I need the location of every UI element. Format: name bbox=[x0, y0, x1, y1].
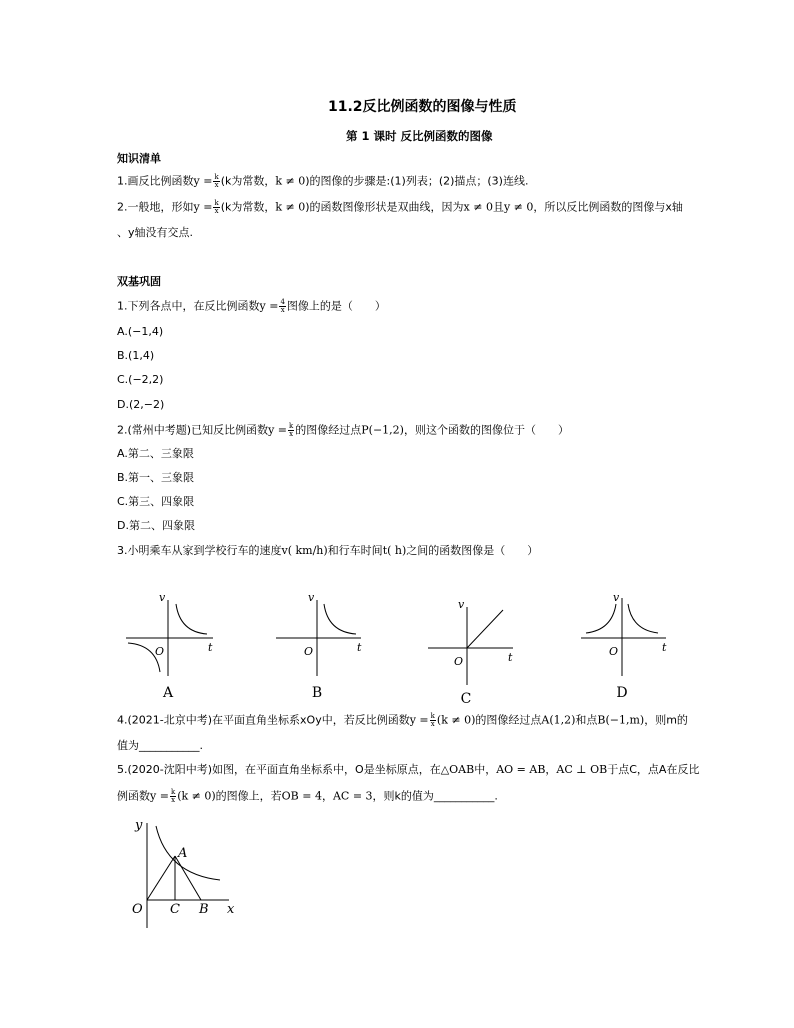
q1-option-b: B.(1,4) bbox=[117, 349, 155, 362]
q5-triangle: △OAB bbox=[440, 763, 475, 776]
q5-ob: OB = 4 bbox=[281, 789, 322, 803]
q5-y-label: y bbox=[135, 818, 143, 833]
q4-suffix: ，则m的 bbox=[644, 713, 688, 727]
item2-m2: y ≠ 0 bbox=[503, 200, 534, 214]
graph-a-label: A bbox=[162, 685, 174, 701]
q3-v: v( km/h) bbox=[281, 544, 328, 557]
fraction-numerator: k bbox=[289, 422, 294, 430]
q2-option-d: D.第二、四象限 bbox=[117, 519, 195, 532]
fraction-numerator: k bbox=[170, 788, 176, 796]
item2-mid: )的函数图像形状是双曲线，因为 bbox=[305, 200, 464, 214]
q5-ac-value: AC = 3 bbox=[332, 789, 373, 803]
q4-eq: y = bbox=[409, 713, 429, 727]
q5-ao: AO = AB bbox=[496, 763, 546, 776]
q3-prefix: 3.小明乘车从家到学校行车的速度 bbox=[117, 544, 282, 557]
item1-cond-open: (k为常数， bbox=[220, 174, 276, 188]
q2-point: P(−1,2) bbox=[361, 423, 404, 437]
q5-c-label: C bbox=[170, 902, 180, 917]
item2-cond-math: k ≠ 0 bbox=[275, 200, 306, 214]
q5-hyperbola bbox=[156, 826, 220, 880]
fraction-denominator: x bbox=[214, 181, 219, 189]
graph-d-t-label: t bbox=[662, 641, 667, 654]
q1-eq: y = bbox=[259, 299, 279, 313]
item1-prefix: 1.画反比例函数 bbox=[117, 174, 194, 188]
graph-a-v-label: v bbox=[159, 591, 166, 604]
fraction-numerator: 4 bbox=[280, 298, 285, 306]
q3-suffix: 之间的函数图像是（ ） bbox=[406, 544, 539, 557]
graph-b-t-label: t bbox=[357, 641, 362, 654]
q4-point-a: A(1,2) bbox=[541, 713, 576, 727]
q2-eq: y = bbox=[268, 423, 288, 437]
fraction-denominator: x bbox=[430, 720, 435, 728]
q5-line2-prefix: 例函数 bbox=[117, 789, 150, 803]
q1-option-a: A.(−1,4) bbox=[117, 325, 164, 338]
q5-eq: y = bbox=[150, 789, 169, 803]
q5-line2-mid: 的图像上，若 bbox=[215, 789, 282, 803]
q4-point-b: B(−1,m) bbox=[597, 713, 645, 727]
q3-mid: 和行车时间 bbox=[327, 544, 383, 557]
q1-suffix: 图像上的是（ ） bbox=[286, 299, 386, 313]
q2-option-c: C.第三、四象限 bbox=[117, 495, 195, 508]
item1-eq: y = bbox=[193, 174, 213, 188]
fraction-denominator: x bbox=[280, 306, 285, 314]
q4-prefix: 4.(2021-北京中考)在平面直角坐标系xOy中，若反比例函数 bbox=[117, 713, 410, 727]
q5-segment-oa bbox=[147, 856, 175, 900]
q5-ac: AC ⊥ OB bbox=[556, 763, 608, 776]
q3-t: t( h) bbox=[382, 544, 407, 557]
q2-option-a: A.第二、三象限 bbox=[117, 447, 194, 460]
knowledge-heading: 知识清单 bbox=[117, 152, 161, 165]
q1-option-d: D.(2,−2) bbox=[117, 398, 165, 411]
graph-b-label: B bbox=[311, 685, 323, 701]
fraction-denominator: x bbox=[171, 796, 176, 804]
q2-option-b: B.第一、三象限 bbox=[117, 471, 195, 484]
item1-cond-close: )的图像的步骤是:(1)列表；(2)描点；(3)连线. bbox=[305, 174, 529, 188]
q5-prefix: 5.(2020-沈阳中考)如图，在平面直角坐标系中，O是坐标原点，在 bbox=[117, 763, 441, 776]
page-subtitle: 第 1 课时 反比例函数的图像 bbox=[346, 129, 493, 143]
q5-comma2: ， bbox=[321, 789, 333, 803]
item1-cond-math: k ≠ 0 bbox=[275, 174, 306, 188]
q2-suffix: ，则这个函数的图像位于（ ） bbox=[403, 423, 569, 437]
q5-comma: ， bbox=[545, 763, 557, 776]
q5-b-label: B bbox=[199, 902, 209, 917]
item2-eq: y = bbox=[193, 200, 213, 214]
graph-a-t-label: t bbox=[208, 641, 213, 654]
q5-o-label: O bbox=[132, 902, 143, 917]
q1-prefix: 1.下列各点中，在反比例函数 bbox=[117, 299, 260, 313]
item2-tail: ，所以反比例函数的图像与x轴 bbox=[533, 200, 683, 214]
item2-and: 且 bbox=[492, 200, 504, 214]
q5-mid1: 中， bbox=[474, 763, 497, 776]
q5-segment-ab bbox=[175, 856, 201, 900]
graph-d-label: D bbox=[616, 685, 628, 701]
q4-line-2: 值为___________. bbox=[117, 739, 203, 752]
q2-mid: 的图像经过点 bbox=[295, 423, 362, 437]
item2-m1: x ≠ 0 bbox=[463, 200, 493, 214]
graph-b-origin: O bbox=[304, 645, 314, 658]
q1-option-c: C.(−2,2) bbox=[117, 373, 164, 386]
knowledge-item-2-line-2: 、y轴没有交点. bbox=[117, 226, 194, 239]
fraction-numerator: k bbox=[430, 712, 435, 720]
q5-a-label: A bbox=[178, 846, 188, 861]
q5-line2-suffix: ，则k的值为___________. bbox=[372, 789, 498, 803]
q5-cond: (k ≠ 0) bbox=[177, 789, 216, 803]
item2-prefix: 2.一般地，形如 bbox=[117, 200, 194, 214]
item2-cond-open: (k为常数， bbox=[220, 200, 276, 214]
graph-b-v-label: v bbox=[308, 591, 315, 604]
q5-mid2: 于点C，点A在反比 bbox=[607, 763, 700, 776]
page-title: 11.2反比例函数的图像与性质 bbox=[328, 99, 517, 115]
q5-x-label: x bbox=[227, 902, 235, 917]
graph-c-v-label: v bbox=[458, 598, 465, 611]
graph-d-origin: O bbox=[609, 645, 619, 658]
fraction-denominator: x bbox=[214, 207, 219, 215]
q4-and: 和点 bbox=[575, 713, 598, 727]
practice-heading: 双基巩固 bbox=[117, 275, 161, 288]
fraction-numerator: k bbox=[214, 199, 219, 207]
q2-prefix: 2.(常州中考题)已知反比例函数 bbox=[117, 423, 269, 437]
q4-cond: (k ≠ 0) bbox=[436, 713, 476, 727]
graph-c-origin: O bbox=[454, 655, 464, 668]
graph-d-v-label: v bbox=[613, 591, 620, 604]
q4-mid: 的图像经过点 bbox=[475, 713, 542, 727]
graph-c-label: C bbox=[460, 691, 472, 707]
graph-a-origin: O bbox=[155, 645, 165, 658]
fraction-denominator: x bbox=[289, 430, 294, 438]
graph-c-t-label: t bbox=[508, 651, 513, 664]
fraction-numerator: k bbox=[214, 173, 219, 181]
